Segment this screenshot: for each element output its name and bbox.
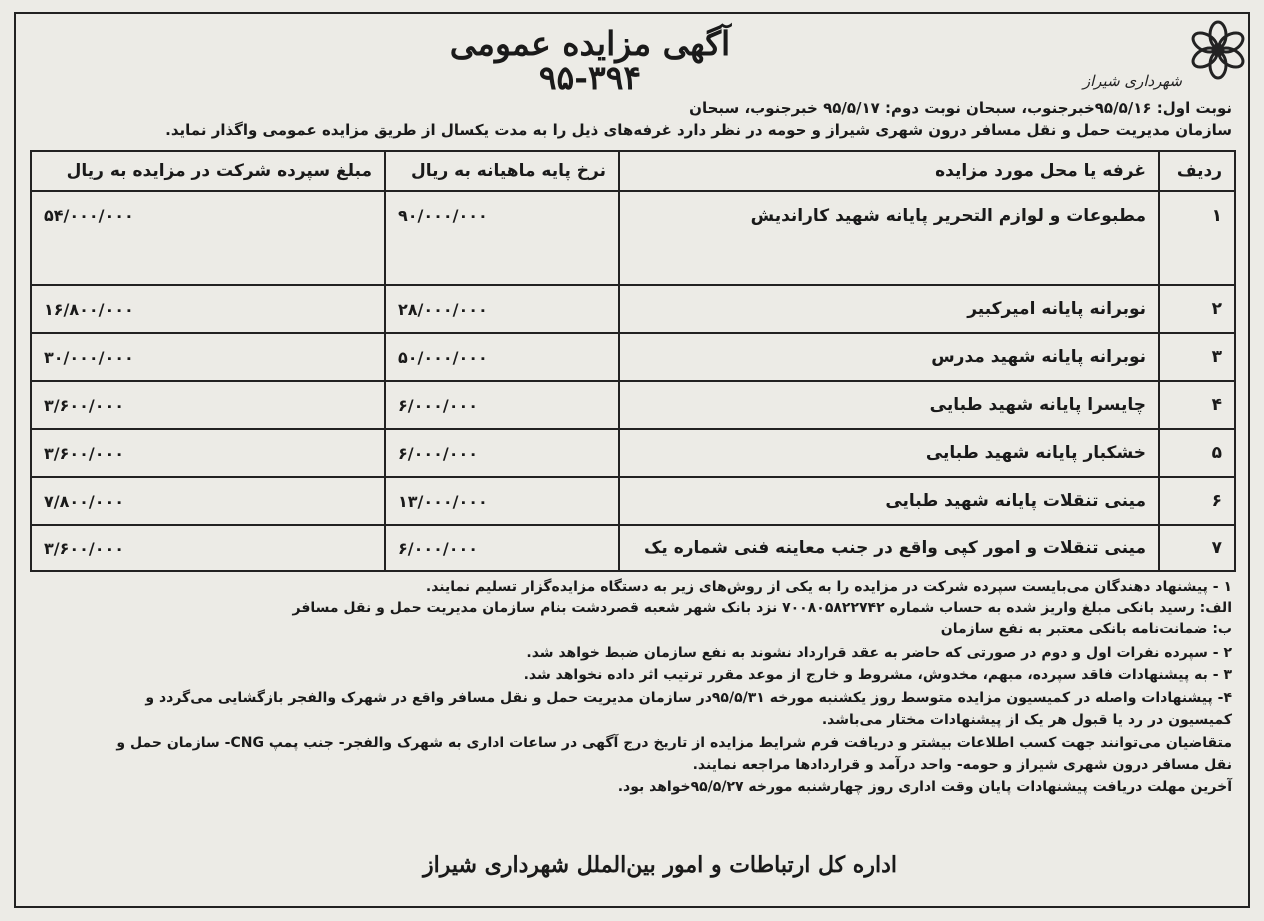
row-item: خشکبار پایانه شهید طبایی [619,429,1159,477]
row-item: مینی تنقلات پایانه شهید طبایی [619,477,1159,525]
intro-text: سازمان مدیریت حمل و نقل مسافر درون شهری شیراز و حومه در نظر دارد غرفه‌های ذیل را به مدت یکسال از طریق مزایده عمومی واگذار نماید. [165,121,1232,139]
deadline-line: آخرین مهلت دریافت پیشنهادات پایان وقت اداری روز چهارشنبه مورخه ۹۵/۵/۲۷خواهد بود. [617,779,1232,795]
row-base-rate: ۶/۰۰۰/۰۰۰ [385,429,619,477]
row-deposit: ۳/۶۰۰/۰۰۰ [31,381,385,429]
row-item: مینی تنقلات و امور کپی واقع در جنب معاینه فنی شماره یک [619,525,1159,571]
table-row [31,477,1235,525]
table-row [31,381,1235,429]
row-number: ۵ [1159,429,1235,477]
info-line-1: متقاضیان می‌توانند جهت کسب اطلاعات بیشتر و دریافت فرم شرایط مزایده از تاریخ درج آگهی در ساعات اداری به شهرک والفجر- جنب پمپ CNG- سازمان حمل و [116,735,1232,751]
table-row [31,285,1235,333]
publication-line: نوبت اول: ۹۵/۵/۱۶خبرجنوب، سبحان نوبت دوم: ۹۵/۵/۱۷ خبرجنوب، سبحان [689,99,1232,117]
condition-4-cont: کمیسیون در رد یا قبول هر یک از پیشنهادات مختار می‌باشد. [821,712,1232,728]
table-row [31,525,1235,571]
row-deposit: ۷/۸۰۰/۰۰۰ [31,477,385,525]
row-deposit: ۳/۶۰۰/۰۰۰ [31,525,385,571]
condition-1: ۱ - پیشنهاد دهندگان می‌بایست سپرده شرکت در مزایده را به یکی از روش‌های زیر به دستگاه مزایده‌گزار تسلیم نمایند. [425,579,1232,595]
row-deposit: ۱۶/۸۰۰/۰۰۰ [31,285,385,333]
row-number: ۱ [1159,191,1235,285]
condition-1b: ب: ضمانت‌نامه بانکی معتبر به نفع سازمان [940,621,1232,637]
table-header-row [31,151,1235,191]
info-line-2: نقل مسافر درون شهری شیراز و حومه- واحد درآمد و قراردادها مراجعه نمایند. [692,757,1232,773]
row-base-rate: ۹۰/۰۰۰/۰۰۰ [385,191,619,285]
condition-1a: الف: رسید بانکی مبلغ واریز شده به حساب شماره ۷۰۰۸۰۵۸۲۲۷۴۲ نزد بانک شهر شعبه قصردشت بنام سازمان مدیریت حمل و نقل مسافر [292,600,1232,616]
header-row-number: ردیف [1159,151,1235,191]
row-number: ۴ [1159,381,1235,429]
row-base-rate: ۶/۰۰۰/۰۰۰ [385,381,619,429]
condition-3: ۳ - به پیشنهادات فاقد سپرده، مبهم، مخدوش، مشروط و خارج از موعد مقرر ترتیب اثر داده نخواهد شد. [523,667,1232,683]
notice-number: ۹۵-۳۹۴ [538,58,642,97]
table-row [31,191,1235,285]
header-base-rate: نرخ پایه ماهیانه به ریال [385,151,619,191]
row-item: نوبرانه پایانه شهید مدرس [619,333,1159,381]
table-row [31,333,1235,381]
row-base-rate: ۶/۰۰۰/۰۰۰ [385,525,619,571]
row-item: نوبرانه پایانه امیرکبیر [619,285,1159,333]
condition-2: ۲ - سپرده نفرات اول و دوم در صورتی که حاضر به عقد قرارداد نشوند به نفع سازمان ضبط خواهد شد. [526,645,1232,661]
row-deposit: ۵۴/۰۰۰/۰۰۰ [31,191,385,285]
row-base-rate: ۱۳/۰۰۰/۰۰۰ [385,477,619,525]
auction-table [30,150,1236,572]
row-item: مطبوعات و لوازم التحریر پایانه شهید کاراندیش [619,191,1159,285]
row-base-rate: ۵۰/۰۰۰/۰۰۰ [385,333,619,381]
notice-title: آگهی مزایده عمومی [449,24,731,63]
condition-4: ۴- پیشنهادات واصله در کمیسیون مزایده متوسط روز یکشنبه مورخه ۹۵/۵/۳۱در سازمان مدیریت حمل و نقل مسافر واقع در شهرک والفجر بازگشایی می‌گردد و [145,690,1232,706]
header-item: غرفه یا محل مورد مزایده [619,151,1159,191]
issuer-signature: اداره کل ارتباطات و امور بین‌الملل شهرداری شیراز [423,852,897,878]
row-base-rate: ۲۸/۰۰۰/۰۰۰ [385,285,619,333]
table-row [31,429,1235,477]
row-number: ۲ [1159,285,1235,333]
row-deposit: ۳/۶۰۰/۰۰۰ [31,429,385,477]
row-item: چایسرا پایانه شهید طبایی [619,381,1159,429]
row-number: ۷ [1159,525,1235,571]
row-number: ۶ [1159,477,1235,525]
logo-text: شهرداری شیراز [1082,72,1182,90]
shiraz-municipality-logo [1082,14,1246,96]
row-number: ۳ [1159,333,1235,381]
header-deposit: مبلغ سپرده شرکت در مزایده به ریال [31,151,385,191]
row-deposit: ۳۰/۰۰۰/۰۰۰ [31,333,385,381]
